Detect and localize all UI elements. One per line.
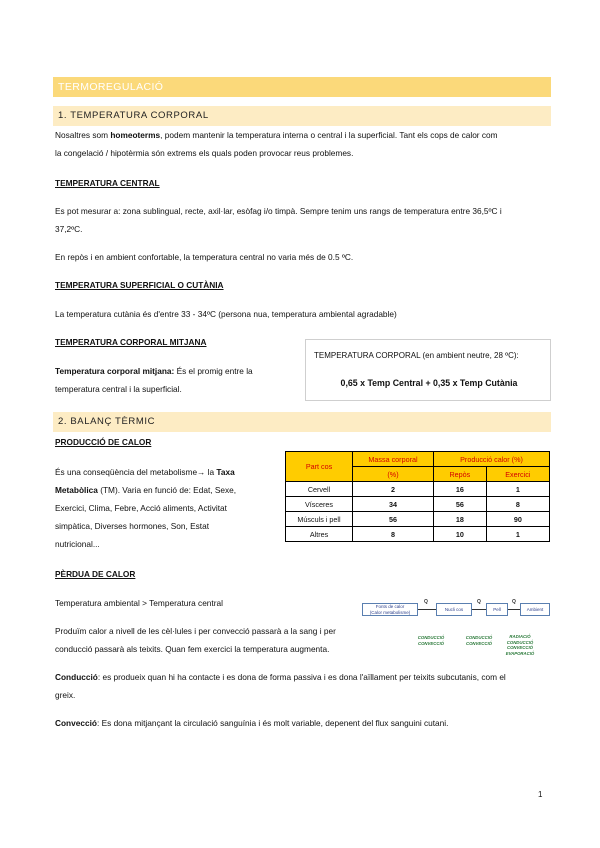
subheading-superficial: TEMPERATURA SUPERFICIAL O CUTÀNIA: [55, 280, 224, 290]
flow-arrow-2: [472, 609, 486, 610]
subheading-central: TEMPERATURA CENTRAL: [55, 178, 160, 188]
homeoterms-term: homeoterms: [110, 130, 161, 140]
table-row: Cervell 2 16 1: [286, 482, 550, 497]
perdua-line-3: conducció passarà als teixits. Quan fem exercici la temperatura augmenta.: [55, 644, 330, 654]
intro-line-1: Nosaltres som homeoterms, podem mantenir la temperatura interna o central i la superficial. Tant els cops de calor com: [55, 130, 498, 140]
table-row: Vísceres 34 56 8: [286, 497, 550, 512]
heat-flow-diagram: [360, 599, 550, 663]
produccio-line-5: nutricional...: [55, 539, 100, 549]
col-header-repos: Repòs: [434, 467, 487, 482]
col-header-exercici: Exercici: [486, 467, 549, 482]
central-line-2: 37,2ºC.: [55, 224, 83, 234]
flow-box-nucli: Nucli cos: [436, 603, 472, 616]
subheading-perdua: PÈRDUA DE CALOR: [55, 569, 136, 579]
flow-label-3: RADIACIÓ CONDUCCIÓ CONVECCIÓ EVAPORACIÓ: [505, 634, 535, 656]
flow-q-1: Q: [424, 599, 428, 605]
table-row: Altres 8 10 1: [286, 527, 550, 542]
col-header-massa-unit: (%): [353, 467, 434, 482]
col-header-massa: Massa corporal: [353, 452, 434, 467]
formula-text: 0,65 x Temp Central + 0,35 x Temp Cutània: [340, 378, 518, 388]
subheading-mitjana: TEMPERATURA CORPORAL MITJANA: [55, 337, 207, 347]
table-row: Músculs i pell 56 18 90: [286, 512, 550, 527]
conduccio-line-1: Conducció: es produeix quan hi ha contacte i es dona de forma passiva i es dona l'aïllament per teixits subcutanis, com el: [55, 672, 506, 682]
flow-label-2: CONDUCCIÓ CONVECCIÓ: [465, 635, 493, 646]
perdua-line-2: Produïm calor a nivell de les cèl·lules i per convecció passarà a la sang i per: [55, 626, 336, 636]
flow-q-2: Q: [477, 599, 481, 605]
heat-production-table: [285, 451, 550, 542]
mitjana-line-1: Temperatura corporal mitjana: És el promig entre la: [55, 366, 253, 376]
page-number: 1: [538, 790, 543, 799]
flow-box-pell: Pell: [486, 603, 508, 616]
flow-q-3: Q: [512, 599, 516, 605]
flow-box-ambient: Ambient: [520, 603, 550, 616]
subheading-produccio: PRODUCCIÓ DE CALOR: [55, 437, 152, 447]
produccio-line-3: Exercici, Clima, Febre, Acció aliments, Activitat: [55, 503, 227, 513]
formula-caption: TEMPERATURA CORPORAL (en ambient neutre, 28 ºC):: [314, 351, 519, 360]
conduccio-line-2: greix.: [55, 690, 76, 700]
mitjana-line-2: temperatura central i la superficial.: [55, 384, 182, 394]
col-header-produccio: Producció calor (%): [434, 452, 550, 467]
produccio-line-4: simpàtica, Diverses hormones, Son, Estat: [55, 521, 210, 531]
flow-label-1: CONDUCCIÓ CONVECCIÓ: [417, 635, 445, 646]
conveccio-line-1: Convecció: Es dona mitjançant la circulació sanguínia i és molt variable, depenent del flux sanguini cutani.: [55, 718, 449, 728]
section-heading-temperatura: 1. TEMPERATURA CORPORAL: [53, 106, 551, 126]
formula-box: [305, 339, 551, 401]
col-header-part: Part cos: [286, 452, 353, 482]
produccio-line-2: Metabòlica (TM). Varia en funció de: Edat, Sexe,: [55, 485, 237, 495]
superficial-line-1: La temperatura cutània és d'entre 33 - 34ºC (persona nua, temperatura ambiental agradable): [55, 309, 397, 319]
page-title: TERMOREGULACIÓ: [53, 77, 551, 97]
central-line-3: En repòs i en ambient confortable, la temperatura central no varia més de 0.5 ºC.: [55, 252, 354, 262]
central-line-1: Es pot mesurar a: zona sublingual, recte, axil·lar, esòfag i/o timpà. Sempre tenim uns rangs de temperatura entre 36,5ºC i: [55, 206, 502, 216]
intro-line-2: la congelació / hipotèrmia són extrems els quals poden provocar reus problemes.: [55, 148, 354, 158]
flow-arrow-3: [508, 609, 520, 610]
produccio-line-1: És una conseqüència del metabolisme→ la Taxa: [55, 467, 235, 477]
flow-box-sources: Fonts de calor (Calor metabolisme): [362, 603, 418, 616]
section-heading-balanc: 2. BALANÇ TÈRMIC: [53, 412, 551, 432]
flow-arrow-1: [418, 609, 436, 610]
perdua-line-1: Temperatura ambiental > Temperatura central: [55, 598, 223, 608]
